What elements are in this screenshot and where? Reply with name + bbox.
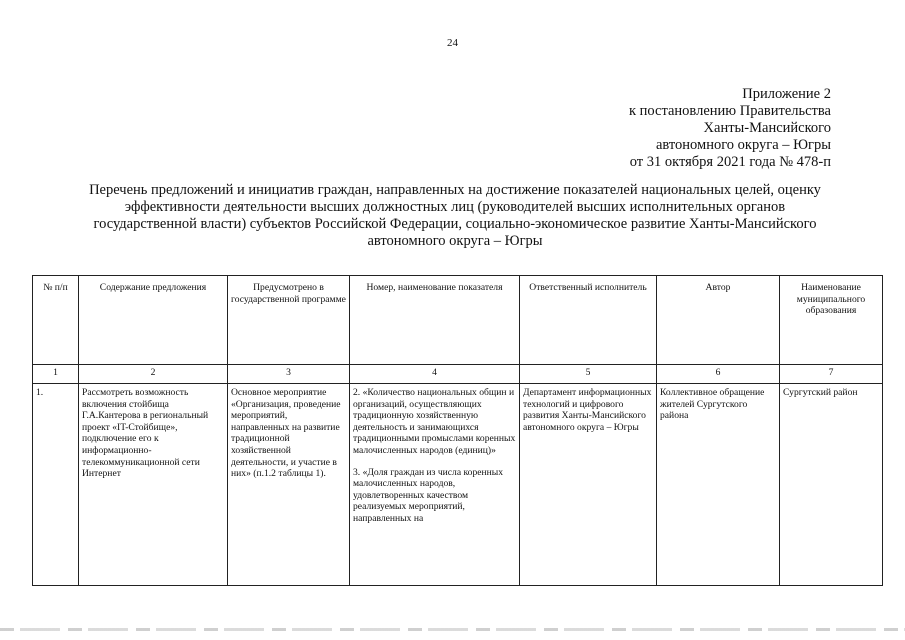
header-cell-program: Предусмотрено в государственной программе <box>228 276 350 365</box>
indicator-item: 3. «Доля граждан из числа коренных малочисленных народов, удовлетворенных качеством реализуемых мероприятий, направленных на <box>353 466 504 524</box>
column-number-row <box>33 365 883 384</box>
header-cell-author: Автор <box>657 276 780 365</box>
column-number: 6 <box>657 365 780 384</box>
municipality: Сургутский район <box>780 384 883 586</box>
appendix-line: к постановлению Правительства <box>629 103 831 119</box>
proposals-table <box>32 275 883 586</box>
title-line: Перечень предложений и инициатив граждан, направленных на достижение показателей национальных целей, оценку <box>89 182 821 198</box>
column-number: 3 <box>228 365 350 384</box>
appendix-line: автономного округа – Югры <box>655 137 831 153</box>
header-cell-number: № п/п <box>33 276 79 365</box>
appendix-line: Приложение 2 <box>742 86 831 102</box>
header-cell-indicator: Номер, наименование показателя <box>350 276 520 365</box>
row-number: 1. <box>33 384 79 586</box>
author: Коллективное обращение жителей Сургутского района <box>657 384 780 586</box>
scan-edge-artifact <box>0 628 905 631</box>
header-cell-municipality: Наименование муниципального образования <box>780 276 883 365</box>
table-row <box>33 384 883 586</box>
column-number: 4 <box>350 365 520 384</box>
title-line: государственной власти) субъектов Российской Федерации, социально-экономическое развитие Ханты-Мансийского <box>93 216 817 232</box>
proposal-content: Рассмотреть возможность включения стойбища Г.А.Кантерова в региональный проект «IT-Стойбище», подключение его к информационно-телекоммуникационной сети Интернет <box>79 384 228 586</box>
page-number: 24 <box>447 37 458 49</box>
appendix-line: Ханты-Мансийского <box>703 120 831 136</box>
column-number: 7 <box>780 365 883 384</box>
column-number: 5 <box>520 365 657 384</box>
program-reference: Основное мероприятие «Организация, проведение мероприятий, направленных на развитие традиционной хозяйственной деятельности, и участие в них» (п.1.2 таблицы 1). <box>228 384 350 586</box>
title-line: эффективности деятельности высших должностных лиц (руководителей высших исполнительных органов <box>124 199 786 215</box>
document-title <box>40 182 870 250</box>
header-cell-executor: Ответственный исполнитель <box>520 276 657 365</box>
responsible-executor: Департамент информационных технологий и цифрового развития Ханты-Мансийского автономного округа – Югры <box>520 384 657 586</box>
column-number: 1 <box>33 365 79 384</box>
appendix-line: от 31 октября 2021 года № 478-п <box>629 154 831 170</box>
indicator-cell <box>350 384 520 586</box>
table-header-row <box>33 276 883 365</box>
title-line: автономного округа – Югры <box>367 233 543 249</box>
column-number: 2 <box>79 365 228 384</box>
appendix-header <box>629 86 831 171</box>
header-cell-content: Содержание предложения <box>79 276 228 365</box>
indicator-item: 2. «Количество национальных общин и организаций, осуществляющих традиционную хозяйственную деятельность и занимающихся традиционными промыслами коренных малочисленных народов (единиц)» <box>353 387 516 456</box>
